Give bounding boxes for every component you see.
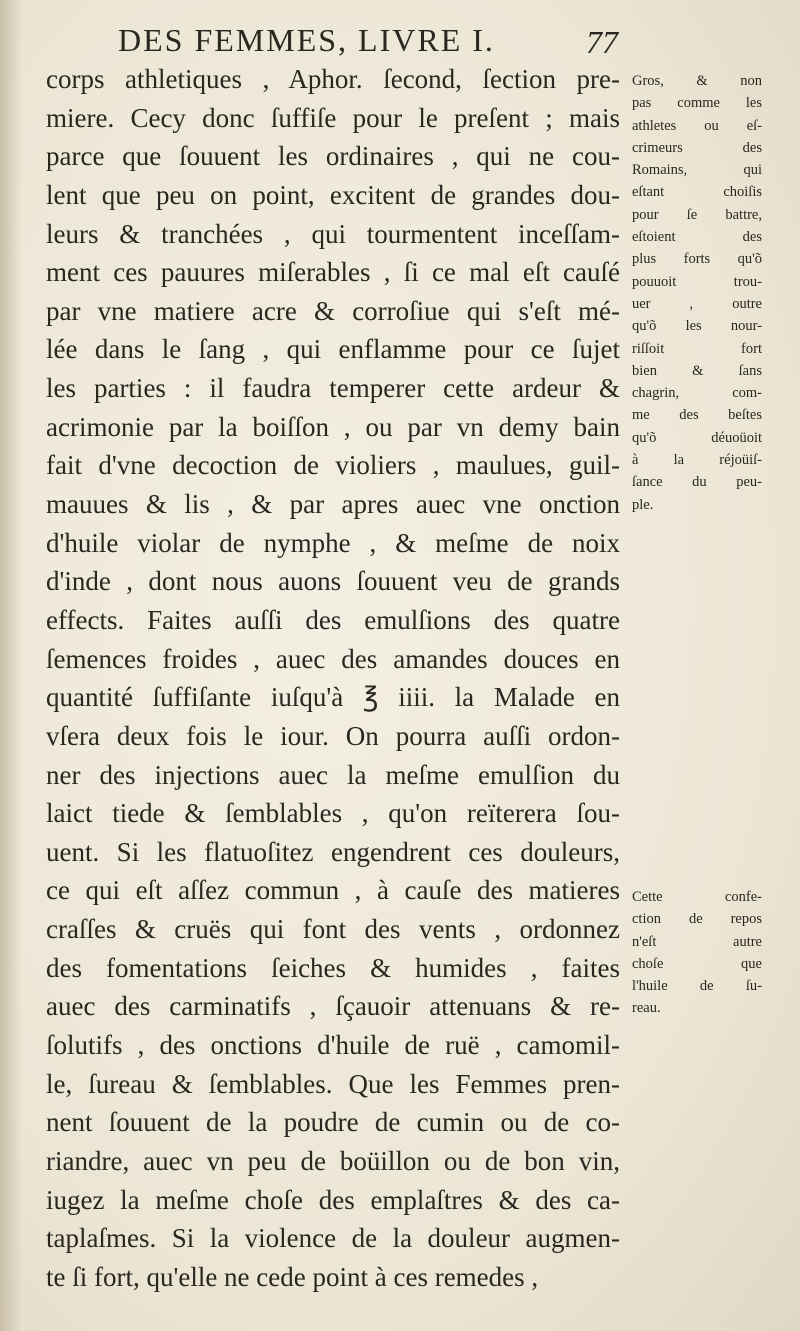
text-line: vſera deux fois le iour. On pourra auſſi ordon- xyxy=(46,720,620,751)
page-number: 77 xyxy=(586,24,618,60)
text-line: ſemences froides , auec des amandes douces en xyxy=(46,643,620,674)
text-line: nent ſouuent de la poudre de cumin ou de co- xyxy=(46,1107,620,1138)
text-line: riandre, auec vn peu de boüillon ou de bon vin, xyxy=(46,1145,620,1176)
margin-note-line: reau. xyxy=(632,1000,661,1017)
text-line: uent. Si les flatuoſitez engendrent ces douleurs, xyxy=(46,836,620,867)
margin-note-line: ple. xyxy=(632,496,654,513)
text-line: corps athletiques , Aphor. ſecond, ſection pre- xyxy=(46,64,620,94)
text-line: effects. Faites auſſi des emulſions des quatre xyxy=(46,604,620,635)
margin-note-line: l'huile de ſu- xyxy=(632,978,762,995)
margin-note-line: ſance du peu- xyxy=(632,474,762,491)
text-line: miere. Cecy donc ſuffiſe pour le preſent ; mais xyxy=(46,102,620,133)
margin-note-line: riſſoit fort xyxy=(632,340,762,357)
text-line: acrimonie par la boiſſon , ou par vn demy bain xyxy=(46,411,620,442)
text-line: auec des carminatifs , ſçauoir attenuans & re- xyxy=(46,991,620,1022)
text-line: quantité ſuffiſante iuſqu'à ℥ iiii. la Malade en xyxy=(46,682,620,713)
margin-note-line: pas comme les xyxy=(632,95,762,112)
gutter-shadow xyxy=(0,0,22,1331)
text-line: lent que peu on point, excitent de grandes dou- xyxy=(46,179,620,210)
text-line: ſolutifs , des onctions d'huile de ruë , camomil- xyxy=(46,1030,620,1061)
margin-note-line: chagrin, com- xyxy=(632,385,762,402)
text-line: ment ces pauures miſerables , ſi ce mal eſt cauſé xyxy=(46,257,620,288)
margin-note-line: athletes ou eſ- xyxy=(632,117,762,134)
text-line: laict tiede & ſemblables , qu'on reïterera ſou- xyxy=(46,798,620,829)
margin-note-line: plus forts qu'õ xyxy=(632,251,762,268)
text-line: des fomentations ſeiches & humides , faites xyxy=(46,952,620,983)
margin-note-line: Romains, qui xyxy=(632,162,762,179)
text-line: d'huile violar de nymphe , & meſme de noix xyxy=(46,527,620,558)
margin-note-2 xyxy=(632,886,762,1020)
text-line: le, ſureau & ſemblables. Que les Femmes pren- xyxy=(46,1068,620,1099)
margin-note-line: crimeurs des xyxy=(632,139,762,156)
text-line: taplaſmes. Si la violence de la douleur augmen- xyxy=(46,1223,620,1254)
margin-note-line: Cette confe- xyxy=(632,889,762,905)
margin-note-line: Gros, & non xyxy=(632,73,762,89)
margin-note-line: qu'õ déuoüoit xyxy=(632,429,762,446)
body-text xyxy=(46,60,620,1297)
margin-note-line: pour ſe battre, xyxy=(632,206,762,223)
text-line: les parties : il faudra temperer cette ardeur & xyxy=(46,373,620,404)
text-line: ce qui eſt aſſez commun , à cauſe des matieres xyxy=(46,875,620,906)
running-title: DES FEMMES, LIVRE I. xyxy=(118,22,495,58)
margin-note-line: eſtant choiſis xyxy=(632,184,762,201)
margin-note-line: qu'õ les nour- xyxy=(632,318,762,335)
text-line: ner des injections auec la meſme emulſion du xyxy=(46,759,620,790)
text-line: fait d'vne decoction de violiers , maulues, guil- xyxy=(46,450,620,481)
margin-note-line: eſtoient des xyxy=(632,229,762,246)
margin-note-line: ction de repos xyxy=(632,911,762,928)
text-line: craſſes & cruës qui font des vents , ordonnez xyxy=(46,914,620,945)
margin-note-line: choſe que xyxy=(632,955,762,972)
text-line: leurs & tranchées , qui tourmentent inceſſam- xyxy=(46,218,620,249)
text-line: d'inde , dont nous auons ſouuent veu de grands xyxy=(46,566,620,597)
text-line: parce que ſouuent les ordinaires , qui ne cou- xyxy=(46,141,620,172)
margin-note-line: uer , outre xyxy=(632,295,762,312)
text-line: te ſi fort, qu'elle ne cede point à ces remedes , xyxy=(46,1261,539,1292)
margin-note-line: à la réjoüiſ- xyxy=(632,452,762,469)
text-line: par vne matiere acre & corroſiue qui s'eſt mé- xyxy=(46,295,620,326)
text-line: iugez la meſme choſe des emplaſtres & des ca- xyxy=(46,1184,620,1215)
margin-note-line: pouuoit trou- xyxy=(632,273,762,290)
text-line: lée dans le ſang , qui enflamme pour ce ſujet xyxy=(46,334,620,365)
text-line: mauues & lis , & par apres auec vne onction xyxy=(46,489,620,520)
margin-note-line: n'eſt autre xyxy=(632,933,762,950)
margin-note-line: bien & ſans xyxy=(632,362,762,379)
margin-note-line: me des beſtes xyxy=(632,407,762,424)
margin-note-1 xyxy=(632,70,762,516)
